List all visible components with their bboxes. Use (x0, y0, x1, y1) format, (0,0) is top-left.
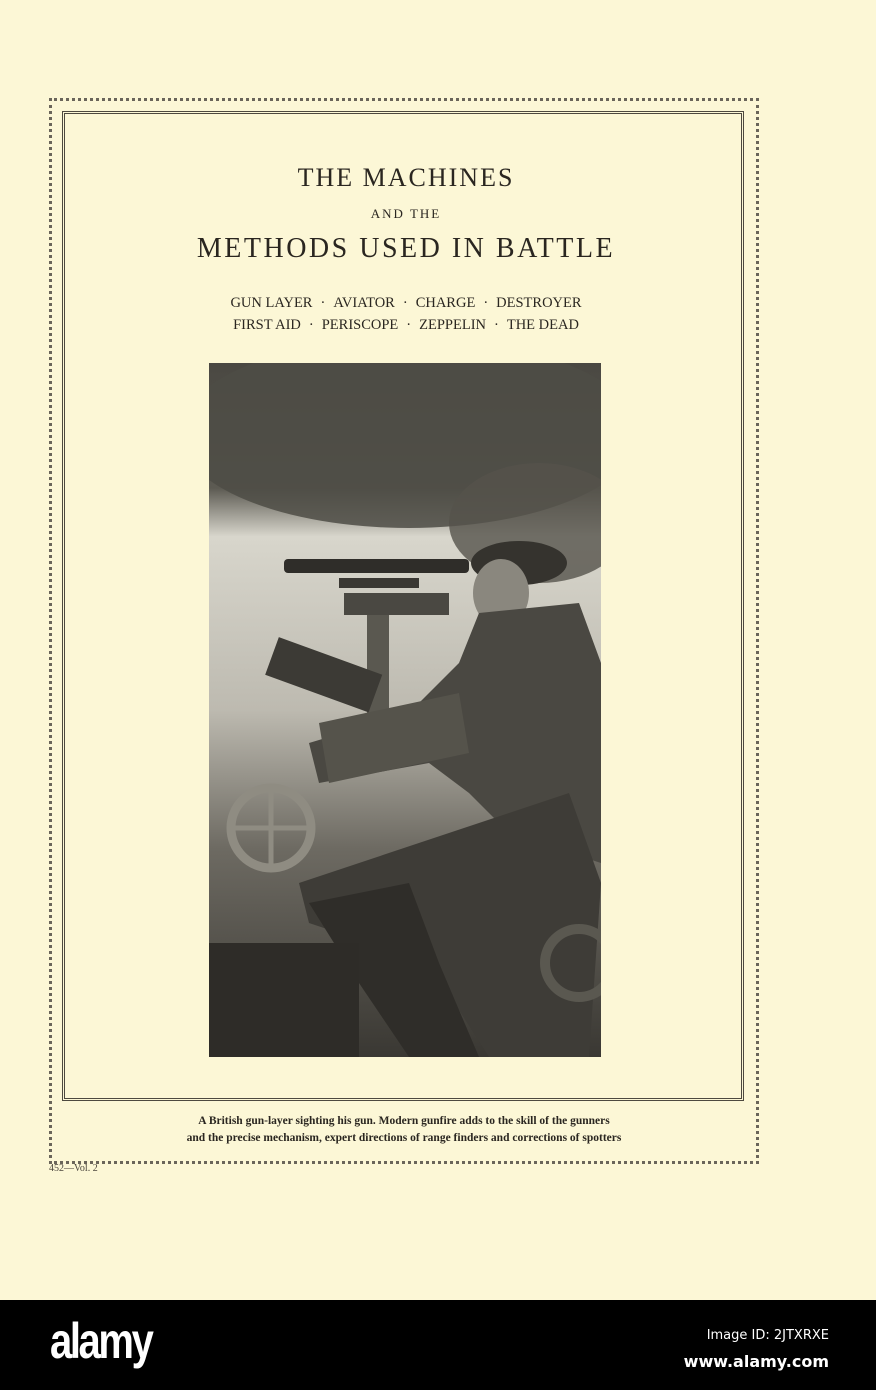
topic: ZEPPELIN (419, 317, 486, 333)
gun-layer-photograph (209, 363, 601, 1057)
separator: · (494, 317, 499, 333)
separator: · (320, 295, 326, 311)
topics-row-2 (0, 314, 812, 336)
caption-line-2: and the precise mechanism, expert directions of range finders and corrections of spotters (186, 1132, 622, 1144)
image-id: Image ID: 2JTXRXE (706, 1328, 829, 1343)
separator: · (483, 295, 489, 311)
separator: · (402, 295, 408, 311)
separator: · (406, 317, 412, 333)
topic: CHARGE (415, 295, 476, 311)
topics-row-1 (0, 292, 812, 314)
title-line-1: THE MACHINES (297, 163, 515, 192)
topic: AVIATOR (333, 295, 395, 311)
watermark-url: www.alamy.com (683, 1352, 829, 1371)
topic: FIRST AID (233, 317, 301, 333)
alamy-logo: alamy (50, 1313, 152, 1369)
title-line-3: METHODS USED IN BATTLE (196, 233, 616, 264)
separator: · (308, 317, 314, 333)
watermark-footer (0, 1300, 876, 1390)
topic: PERISCOPE (321, 317, 399, 333)
topic: DESTROYER (496, 295, 582, 311)
topic: GUN LAYER (230, 295, 313, 311)
photo-caption (49, 1113, 759, 1147)
topics-list (0, 292, 812, 336)
topic: THE DEAD (506, 317, 579, 333)
page-folio: 452—Vol. 2 (49, 1163, 98, 1174)
caption-line-1: A British gun-layer sighting his gun. Modern gunfire adds to the skill of the gunners (198, 1115, 610, 1127)
title-line-2: AND THE (370, 206, 442, 221)
